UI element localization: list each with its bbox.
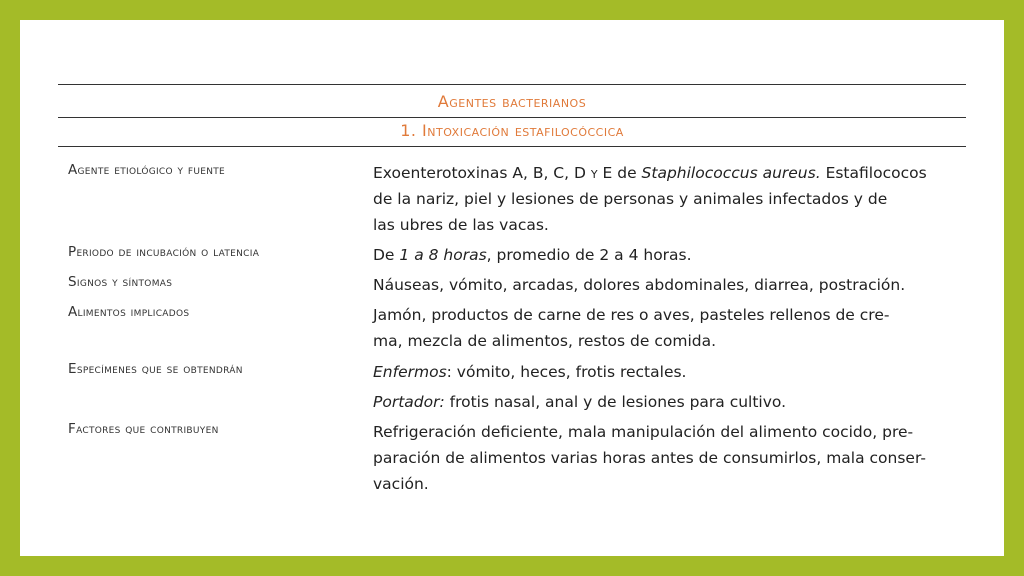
value-line: de la nariz, piel y lesiones de personas y animales infectados y de xyxy=(373,190,888,208)
row-label: Factores que contribuyen xyxy=(68,421,219,437)
value-line: De 1 a 8 horas, promedio de 2 a 4 horas. xyxy=(373,246,692,264)
row-label: Especímenes que se obtendrán xyxy=(68,361,243,377)
value-line: Jamón, productos de carne de res o aves, pasteles rellenos de cre- xyxy=(373,306,890,324)
value-line: Portador: frotis nasal, anal y de lesiones para cultivo. xyxy=(373,393,787,411)
row-value xyxy=(373,359,963,415)
value-line: paración de alimentos varias horas antes de consumirlos, mala conser- xyxy=(373,449,926,467)
row-value xyxy=(373,419,963,497)
slide xyxy=(20,20,1004,556)
value-line: Náuseas, vómito, arcadas, dolores abdominales, diarrea, postración. xyxy=(373,276,906,294)
value-line: Exoenterotoxinas A, B, C, D y E de Staphilococcus aureus. Estafilococos xyxy=(373,164,927,182)
row-label: Signos y síntomas xyxy=(68,274,173,290)
bottom-rule xyxy=(58,146,966,147)
top-rule xyxy=(58,84,966,85)
value-line: las ubres de las vacas. xyxy=(373,216,549,234)
value-line: vación. xyxy=(373,475,429,493)
middle-rule xyxy=(58,117,966,118)
value-line: Refrigeración deficiente, mala manipulación del alimento cocido, pre- xyxy=(373,423,914,441)
value-line: Enfermos: vómito, heces, frotis rectales. xyxy=(373,363,687,381)
row-value xyxy=(373,242,963,268)
row-label: Agente etiológico y fuente xyxy=(68,162,226,178)
row-value xyxy=(373,272,963,298)
row-label: Alimentos implicados xyxy=(68,304,190,320)
subsection-title: 1. Intoxicación estafilocóccica xyxy=(400,121,624,140)
value-line: ma, mezcla de alimentos, restos de comida. xyxy=(373,332,717,350)
row-label: Periodo de incubación o latencia xyxy=(68,244,260,260)
section-title: Agentes bacterianos xyxy=(437,92,587,111)
row-value xyxy=(373,160,963,238)
row-value xyxy=(373,302,963,354)
